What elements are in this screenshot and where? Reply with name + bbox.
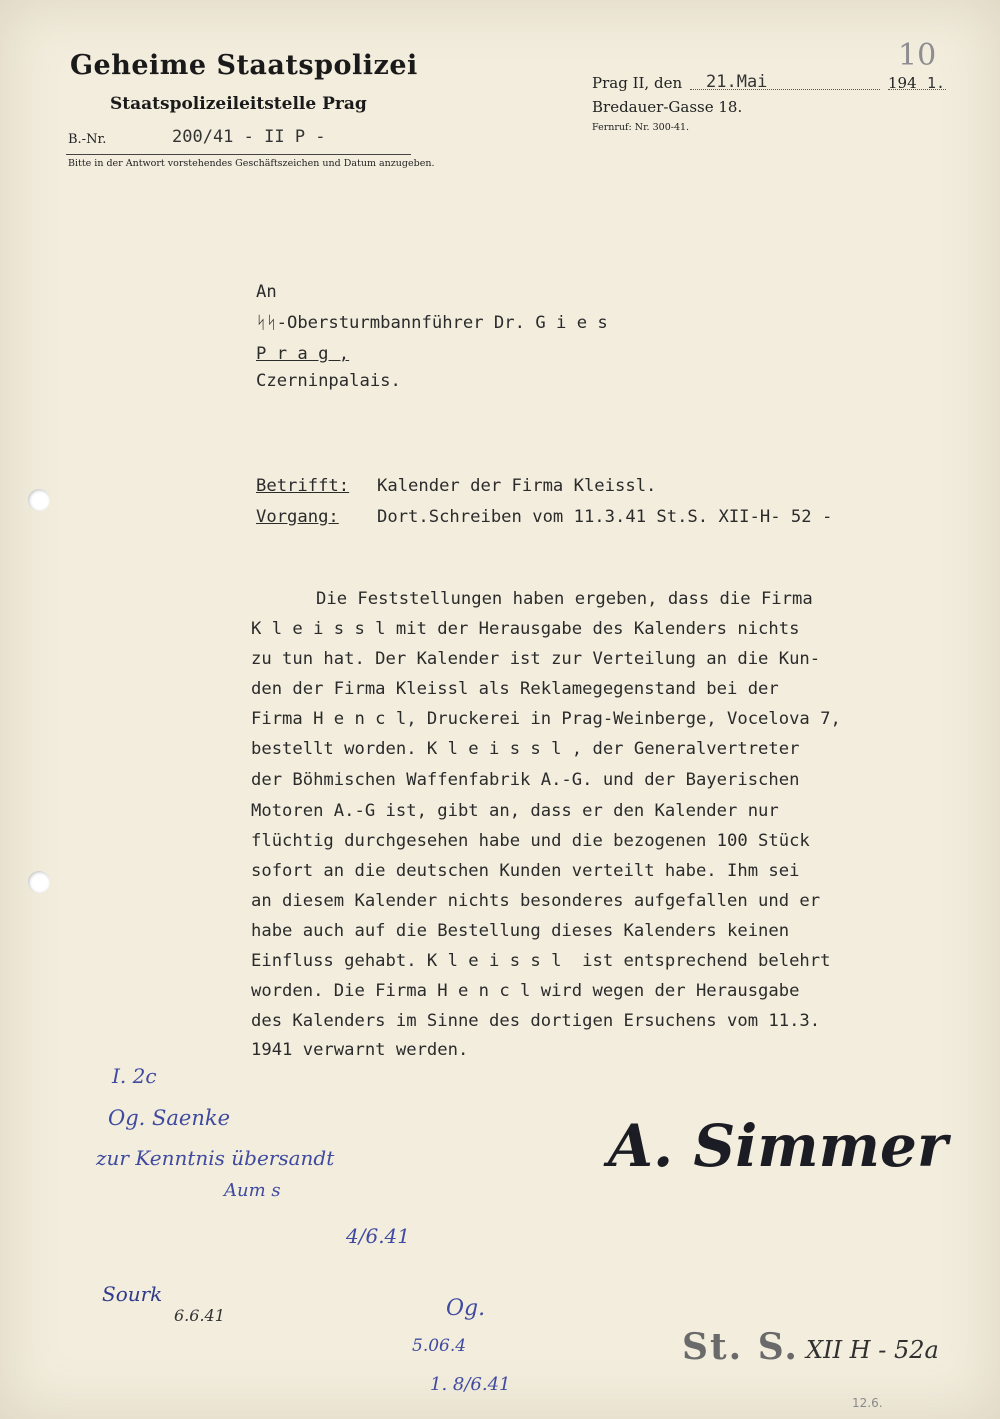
- reference-note: Bitte in der Antwort vorstehendes Geschäftszeichen und Datum anzugeben.: [68, 158, 435, 169]
- year-prefix: 194: [888, 74, 917, 92]
- year-dotted-line: [888, 89, 946, 90]
- body-line: den der Firma Kleissl als Reklamegegenstand bei der: [251, 679, 779, 699]
- reference-label: B.-Nr.: [68, 132, 107, 147]
- reference-value-vorgang: Dort.Schreiben vom 11.3.41 St.S. XII-H- 52 -: [377, 507, 833, 527]
- punch-hole-bottom: [28, 871, 50, 893]
- body-line: Einfluss gehabt. K l e i s s l ist entsprechend belehrt: [251, 951, 831, 971]
- pencil-note: 12.6.: [852, 1396, 883, 1410]
- body-line: 1941 verwarnt werden.: [251, 1040, 469, 1060]
- subject-value: Kalender der Firma Kleissl.: [377, 476, 657, 496]
- place-label: Prag II, den: [592, 74, 683, 92]
- folio-number: 10: [898, 38, 937, 73]
- body-line: bestellt worden. K l e i s s l , der Generalvertreter: [251, 739, 800, 759]
- letterhead-title: Geheime Staatspolizei: [70, 50, 418, 81]
- body-line: Motoren A.-G ist, gibt an, dass er den Kalender nur: [251, 801, 779, 821]
- registry-stamp: St. S.: [682, 1326, 799, 1368]
- letterhead-subtitle: Staatspolizeileitstelle Prag: [110, 94, 367, 114]
- address-line-2: ᛋᛋ-Obersturmbannführer Dr. G i e s: [256, 313, 608, 333]
- year-suffix: 1.: [927, 74, 946, 92]
- annotation-note-10: 1. 8/6.41: [430, 1374, 511, 1395]
- annotation-note-3: zur Kenntnis übersandt: [96, 1146, 335, 1170]
- body-line: des Kalenders im Sinne des dortigen Ersuchens vom 11.3.: [251, 1011, 821, 1031]
- body-line: Firma H e n c l, Druckerei in Prag-Weinberge, Vocelova 7,: [251, 709, 841, 729]
- subject-label: Betrifft:: [256, 476, 350, 496]
- body-line: worden. Die Firma H e n c l wird wegen der Herausgabe: [251, 981, 800, 1001]
- reference-label-vorgang: Vorgang:: [256, 507, 339, 527]
- annotation-note-5: 4/6.41: [346, 1224, 410, 1248]
- body-line: an diesem Kalender nichts besonderes aufgefallen und er: [251, 891, 821, 911]
- annotation-note-8: Og.: [446, 1296, 486, 1321]
- body-line: sofort an die deutschen Kunden verteilt habe. Ihm sei: [251, 861, 800, 881]
- signature: A. Simmer: [608, 1112, 948, 1180]
- body-line: flüchtig durchgesehen habe und die bezogenen 100 Stück: [251, 831, 810, 851]
- annotation-note-6: Sourk: [102, 1282, 163, 1306]
- phone-number: Fernruf: Nr. 300-41.: [592, 122, 690, 133]
- address-line-3: P r a g ,: [256, 344, 350, 364]
- body-line: Die Feststellungen haben ergeben, dass die Firma: [316, 589, 813, 609]
- body-line: K l e i s s l mit der Herausgabe des Kalenders nichts: [251, 619, 800, 639]
- address-line-4: Czerninpalais.: [256, 371, 401, 391]
- street-address: Bredauer-Gasse 18.: [592, 98, 743, 116]
- annotation-note-7: 6.6.41: [174, 1306, 225, 1325]
- annotation-note-9: 5.06.4: [412, 1336, 467, 1356]
- reference-number: 200/41 - II P -: [172, 127, 326, 147]
- annotation-note-1: I. 2c: [112, 1064, 157, 1088]
- annotation-note-4: Aum s: [224, 1180, 281, 1201]
- body-line: habe auch auf die Bestellung dieses Kalenders keinen: [251, 921, 790, 941]
- punch-hole-top: [28, 489, 50, 511]
- annotation-note-2: Og. Saenke: [108, 1106, 231, 1130]
- body-line: der Böhmischen Waffenfabrik A.-G. und der Bayerischen: [251, 770, 800, 790]
- body-line: zu tun hat. Der Kalender ist zur Verteilung an die Kun-: [251, 649, 821, 669]
- letter-date: 21.Mai: [706, 72, 768, 92]
- registry-number: XII H - 52a: [806, 1336, 939, 1364]
- reference-rule: [66, 154, 411, 155]
- address-line-1: An: [256, 282, 277, 302]
